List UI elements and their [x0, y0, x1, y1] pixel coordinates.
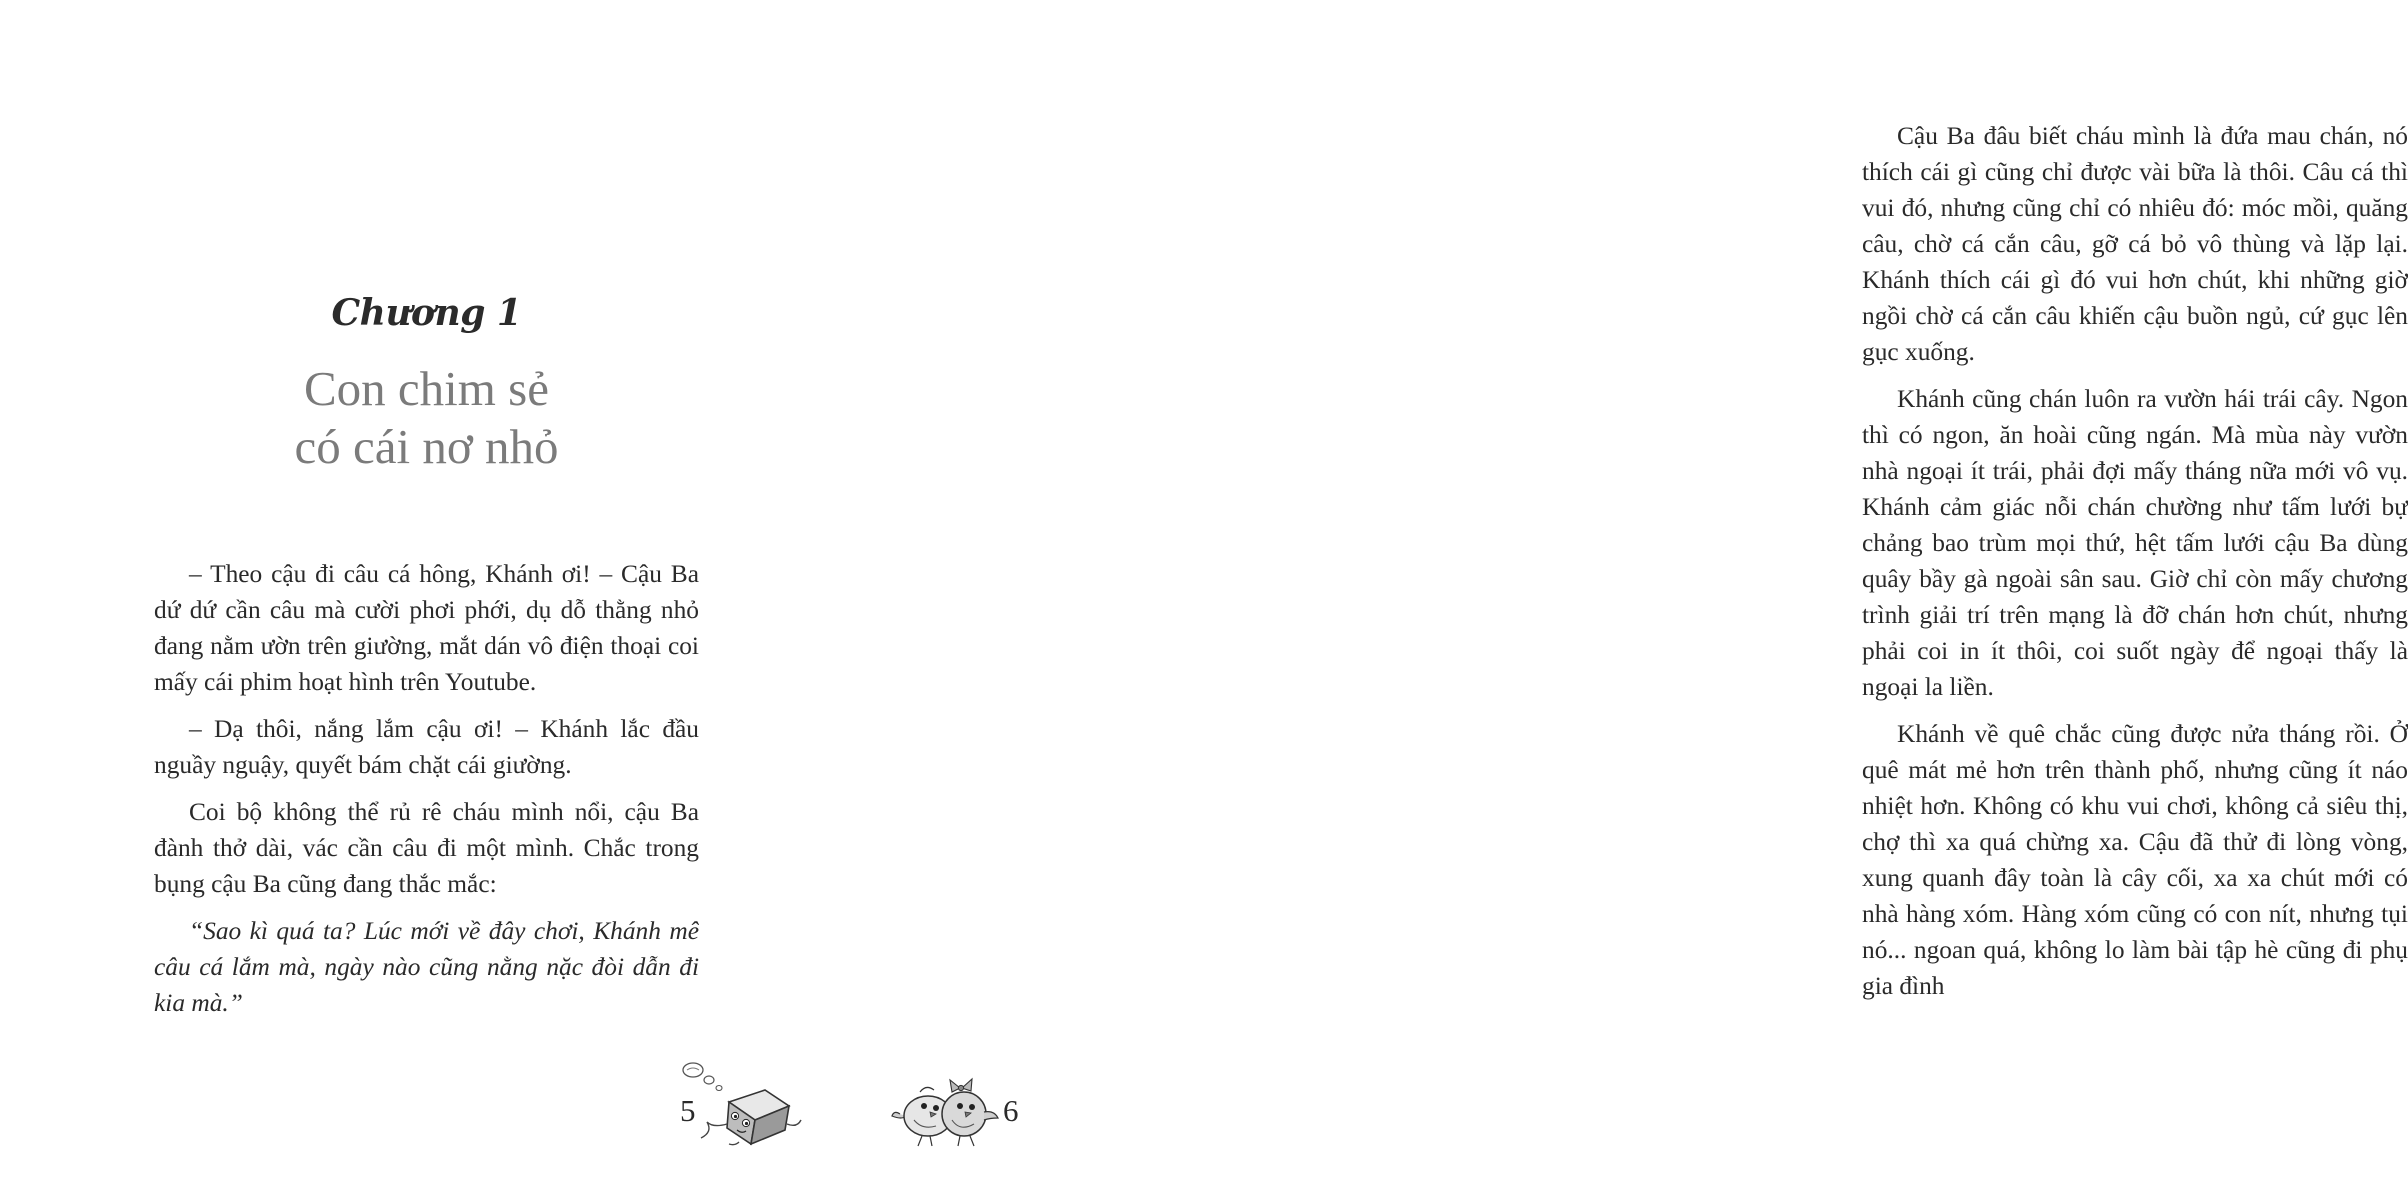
paragraph-italic-quote: “Sao kì quá ta? Lúc mới về đây chơi, Khánh mê câu cá lắm mà, ngày nào cũng nằng nặc đòi dẫn đi kia mà.” — [154, 917, 699, 1017]
left-body-text — [154, 556, 699, 1032]
paragraph: Khánh cũng chán luôn ra vườn hái trái cây. Ngon thì có ngon, ăn hoài cũng ngán. Mà mùa này vườn nhà ngoại ít trái, phải đợi mấy tháng nữa mới vô vụ. Khánh cảm giác nỗi chán chường như tấm lưới bự chảng bao trùm mọi thứ, hệt tấm lưới cậu Ba dùng quây bầy gà ngoài sân sau. Giờ chỉ còn mấy chương trình giải trí trên mạng là đỡ chán hơn chút, nhưng phải coi in ít thôi, coi suốt ngày để ngoại thấy là ngoại la liền. — [1862, 385, 2408, 701]
paragraph: Khánh về quê chắc cũng được nửa tháng rồi. Ở quê mát mẻ hơn trên thành phố, nhưng cũng ít náo nhiệt hơn. Không có khu vui chơi, không cả siêu thị, chợ thì xa quá chừng xa. Cậu đã thử đi lòng vòng, xung quanh đây toàn là cây cối, xa xa chút mới có nhà hàng xóm. Hàng xóm cũng có con nít, nhưng tụi nó... ngoan quá, không lo làm bài tập hè cũng đi phụ gia đình — [1862, 720, 2408, 1000]
chapter-title-line-2: có cái nơ nhỏ — [294, 419, 559, 474]
page-number-right: 6 — [1003, 1093, 1019, 1128]
chapter-title-line-1: Con chim sẻ — [304, 361, 549, 416]
chapter-title — [154, 360, 699, 476]
chapter-label: Chương 1 — [331, 292, 522, 334]
paragraph: – Theo cậu đi câu cá hông, Khánh ơi! – Cậu Ba dứ dứ cần câu mà cười phơi phới, dụ dỗ thằng nhỏ đang nằm ườn trên giường, mắt dán vô điện thoại coi mấy cái phim hoạt hình trên Youtube. — [154, 560, 699, 696]
paragraph: Cậu Ba đâu biết cháu mình là đứa mau chán, nó thích cái gì cũng chỉ được vài bữa là thôi. Câu cá thì vui đó, nhưng cũng chỉ có nhiêu đó: móc mồi, quăng câu, chờ cá cắn câu, gỡ cá bỏ vô thùng và lặp lại. Khánh thích cái gì đó vui hơn chút, khi những giờ ngồi chờ cá cắn câu khiến cậu buồn ngủ, cứ gục lên gục xuống. — [1862, 122, 2408, 366]
paragraph: – Dạ thôi, nắng lắm cậu ơi! – Khánh lắc đầu nguầy nguậy, quyết bám chặt cái giường. — [154, 715, 699, 779]
two-sparrows-icon — [890, 1070, 1005, 1148]
tofu-block-character-icon — [677, 1058, 807, 1146]
right-page — [854, 0, 2408, 1184]
left-page — [0, 0, 854, 1184]
right-body-text — [1862, 118, 2408, 1015]
paragraph: Coi bộ không thể rủ rê cháu mình nổi, cậu Ba đành thở dài, vác cần câu đi một mình. Chắc trong bụng cậu Ba cũng đang thắc mắc: — [154, 798, 699, 898]
page-number-left: 5 — [680, 1093, 696, 1128]
